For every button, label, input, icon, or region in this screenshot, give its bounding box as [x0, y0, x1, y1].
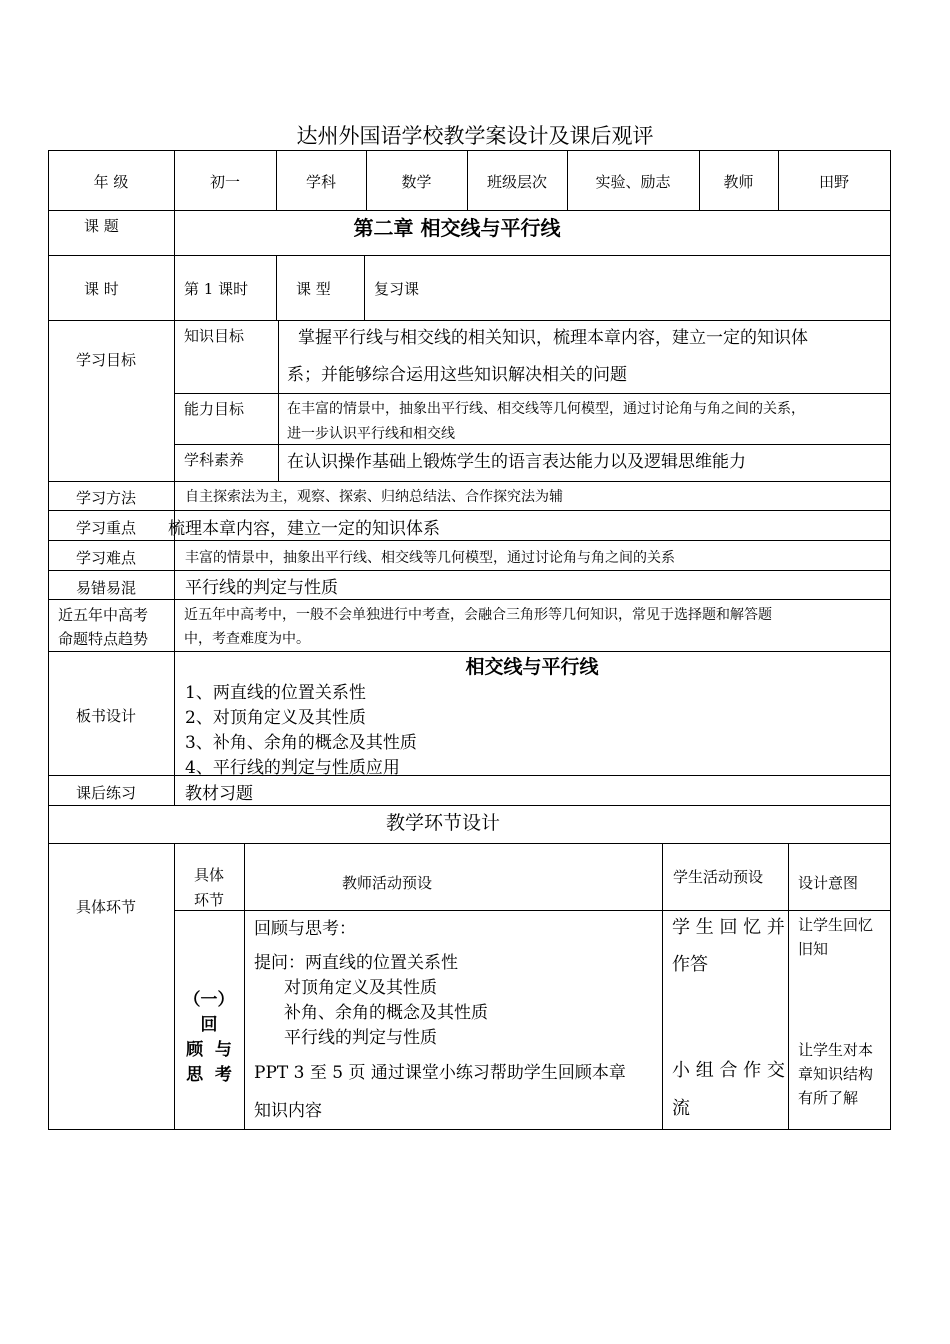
design-intent-line1: 让学生回忆	[798, 916, 874, 934]
exam-trend-line1: 近五年中高考中，一般不会单独进行中考查，会融合三角形等几何知识，常见于选择题和解答题	[184, 607, 772, 623]
period-value: 第 1 课时	[184, 280, 249, 298]
literacy-goal-label: 学科素养	[184, 451, 245, 469]
process-sub-label-line1: 具体	[193, 866, 224, 884]
document-title: 达州外国语学校教学案设计及课后观评	[296, 124, 654, 148]
literacy-goal-value: 在认识操作基础上锻炼学生的语言表达能力以及逻辑思维能力	[287, 452, 746, 472]
board-item-4: 4、平行线的判定与性质应用	[185, 758, 400, 778]
goals-label: 学习目标	[76, 351, 137, 369]
process-sub-label-line2: 环节	[193, 891, 224, 909]
grade-value: 初一	[209, 173, 240, 191]
student-activity-line1: 学 生 回 忆 并	[672, 917, 785, 938]
design-intent-line5: 有所了解	[798, 1089, 859, 1107]
design-intent-line4: 章知识结构	[798, 1065, 874, 1083]
homework-value: 教材习题	[185, 784, 253, 804]
difficulty-label: 学习难点	[76, 549, 137, 567]
design-intent-line2: 旧知	[798, 940, 829, 958]
teacher-activity-line1: 回顾与思考：	[254, 919, 356, 939]
teacher-activity-line5: 平行线的判定与性质	[284, 1028, 437, 1048]
error-prone-label: 易错易混	[76, 579, 137, 597]
exam-trend-label-line2: 命题特点趋势	[58, 630, 149, 648]
knowledge-goal-line2: 系；并能够综合运用这些知识解决相关的问题	[287, 365, 627, 385]
ability-goal-label: 能力目标	[184, 400, 245, 418]
teacher-activity-header: 教师活动预设	[342, 874, 433, 892]
student-activity-header: 学生活动预设	[673, 868, 764, 886]
teacher-activity-line7: 知识内容	[254, 1101, 322, 1121]
step-name-line3: 思 考	[186, 1065, 232, 1085]
subject-value: 数学	[401, 173, 432, 191]
lesson-type-value: 复习课	[374, 280, 420, 298]
teacher-activity-line6: PPT 3 至 5 页 通过课堂小练习帮助学生回顾本章	[254, 1063, 626, 1083]
knowledge-goal-line1: 掌握平行线与相交线的相关知识，梳理本章内容，建立一定的知识体	[298, 328, 808, 348]
process-stage-label: 具体环节	[76, 898, 137, 916]
focus-value: 梳理本章内容，建立一定的知识体系	[168, 519, 440, 539]
board-heading: 相交线与平行线	[465, 656, 599, 678]
grade-label: 年 级	[93, 173, 129, 191]
step-name-line2: 顾 与	[186, 1040, 232, 1060]
board-item-1: 1、两直线的位置关系性	[185, 683, 366, 703]
teacher-value: 田野	[818, 173, 849, 191]
board-item-2: 2、对顶角定义及其性质	[185, 708, 366, 728]
subject-label: 学科	[305, 173, 336, 191]
difficulty-value: 丰富的情景中，抽象出平行线、相交线等几何模型，通过讨论角与角之间的关系	[185, 550, 675, 566]
method-value: 自主探索法为主，观察、探索、归纳总结法、合作探究法为辅	[185, 489, 563, 505]
board-design-label: 板书设计	[76, 707, 137, 725]
homework-label: 课后练习	[76, 784, 137, 802]
teacher-activity-line2: 提问：两直线的位置关系性	[254, 953, 458, 973]
exam-trend-label-line1: 近五年中高考	[58, 606, 149, 624]
ability-goal-line1: 在丰富的情景中，抽象出平行线、相交线等几何模型，通过讨论角与角之间的关系，	[287, 401, 805, 417]
step-number: （一）	[183, 990, 235, 1010]
teacher-activity-line3: 对顶角定义及其性质	[284, 978, 437, 998]
period-label: 课 时	[84, 280, 119, 298]
design-intent-header: 设计意图	[798, 874, 859, 892]
student-activity-line2: 作答	[672, 954, 708, 975]
student-activity-line4: 流	[672, 1098, 690, 1119]
method-label: 学习方法	[76, 489, 137, 507]
step-name-line1: 回	[200, 1015, 218, 1035]
topic-value: 第二章 相交线与平行线	[353, 216, 561, 240]
error-prone-value: 平行线的判定与性质	[185, 578, 338, 598]
student-activity-line3: 小 组 合 作 交	[672, 1060, 785, 1081]
teacher-activity-line4: 补角、余角的概念及其性质	[284, 1003, 488, 1023]
teacher-label: 教师	[723, 173, 754, 191]
lesson-type-label: 课 型	[296, 280, 331, 298]
design-intent-line3: 让学生对本	[798, 1041, 874, 1059]
class-level-value: 实验、励志	[595, 173, 671, 191]
class-level-label: 班级层次	[486, 173, 547, 191]
focus-label: 学习重点	[76, 519, 137, 537]
board-item-3: 3、补角、余角的概念及其性质	[185, 733, 417, 753]
knowledge-goal-label: 知识目标	[184, 327, 245, 345]
exam-trend-line2: 中，考查难度为中。	[184, 631, 310, 647]
ability-goal-line2: 进一步认识平行线和相交线	[287, 426, 455, 442]
section-title: 教学环节设计	[385, 812, 500, 834]
topic-label: 课 题	[84, 217, 119, 235]
